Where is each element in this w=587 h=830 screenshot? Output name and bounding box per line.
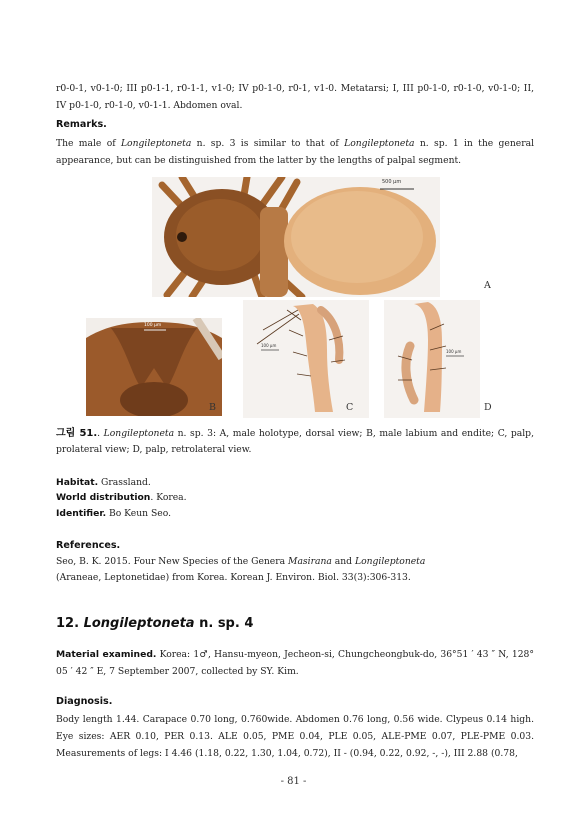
scale-bar-label-b: 100 μm [144, 323, 162, 328]
scale-bar-label-d: 100 μm [446, 349, 462, 354]
figure-b-labium-endite [86, 318, 222, 416]
remarks-heading: Remarks. [56, 119, 107, 130]
figure-label-c: C [346, 402, 354, 413]
identifier-line: Identifier. Bo Keun Seo. [56, 508, 172, 519]
figure-label-a: A [484, 280, 491, 291]
page-number: - 81 - [280, 776, 307, 787]
figure-label-b: B [209, 402, 216, 413]
figure-label-d: D [484, 402, 492, 413]
references-heading: References. [56, 540, 121, 551]
scale-bar-label-c: 100 μm [261, 343, 277, 348]
reference-line-2: (Araneae, Leptonetidae) from Korea. Korean J. Environ. Biol. 33(3):306-313. [56, 572, 411, 583]
scale-bar-label-a: 500 μm [382, 179, 402, 185]
diagnosis-text: Body length 1.44. Carapace 0.70 long, 0.760wide. Abdomen 0.76 long, 0.56 wide. Clypeus 0.14 high. Eye sizes: AER 0.10, PER 0.13. ALE 0.05, PME 0.04, PLE 0.05, ALE-PME 0.07, PLE-PME 0.03. Measurements of legs: I 4.46 (1.18, 0.22, 1.30, 1.04, 0.72), II - (0.94, 0.22, 0.92, -, -), III 2.88 (0.78, [56, 714, 534, 759]
reference-line-1: Seo, B. K. 2015. Four New Species of the Genera Masirana and Longileptoneta [56, 556, 426, 567]
material-examined: Material examined. Korea: 1♂, Hansu-myeon, Jecheon-si, Chungcheongbuk-do, 36°51 ′ 43 ″ N, 128° 05 ′ 42 ″ E, 7 September 2007, collected by SY. Kim. [56, 649, 534, 677]
diagnosis-heading: Diagnosis. [56, 696, 113, 707]
figure-caption: 그림 51.. Longileptoneta n. sp. 3: A, male holotype, dorsal view; B, male labium and endite; C, palp, prolateral view; D, palp, retrolateral view. [56, 428, 534, 455]
world-distribution-line: World distribution. Korea. [56, 492, 187, 503]
remarks-text: The male of Longileptoneta n. sp. 3 is similar to that of Longileptoneta n. sp. 1 in the general appearance, but can be distinguished from the latter by the lengths of palpal segment. [56, 138, 535, 166]
figure-c-palp-prolateral [243, 300, 369, 418]
figure-a-dorsal-view [152, 177, 440, 297]
legs-spination-text: r0-0-1, v0-1-0; III p0-1-1, r0-1-1, v1-0; IV p0-1-0, r0-1, v1-0. Metatarsi; I, III p0-1-0, r0-1-0, v0-1-0; II, IV p0-1-0, r0-1-0, v0-1-1. Abdomen oval. [56, 83, 534, 111]
habitat-line: Habitat. Grassland. [56, 477, 151, 488]
figure-d-palp-retrolateral [384, 300, 480, 418]
section-heading: 12. Longileptoneta n. sp. 4 [56, 616, 254, 631]
